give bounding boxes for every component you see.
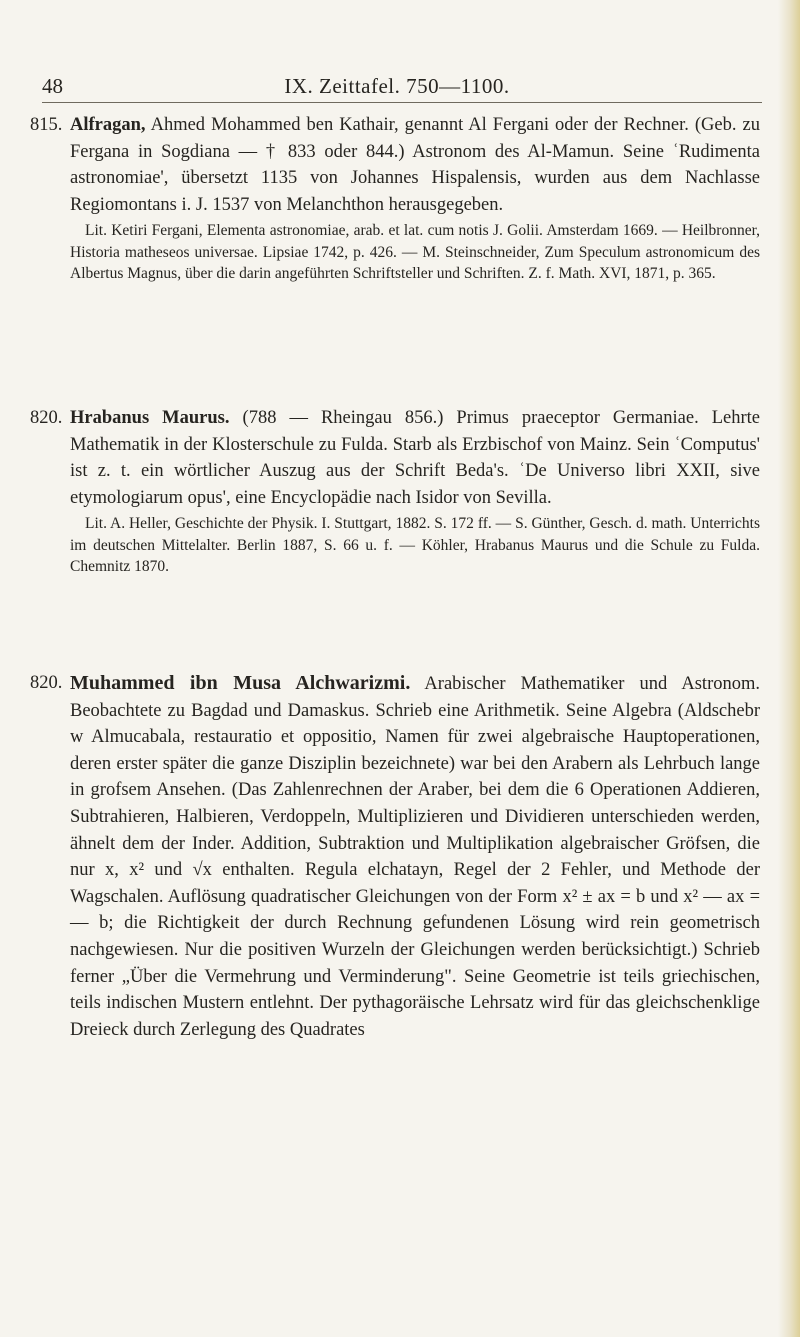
entry-name: Hrabanus Maurus. — [70, 408, 230, 428]
entry-name: Alfragan, — [70, 115, 146, 135]
entry-alchwarizmi — [30, 670, 760, 1043]
page-number: 48 — [42, 74, 63, 98]
entry-number: 815. — [30, 115, 63, 135]
entry-number: 820. — [30, 673, 63, 693]
entry-name: Muhammed ibn Musa Alchwarizmi. — [70, 672, 411, 694]
running-head: IX. Zeittafel. 750—1100. — [284, 74, 510, 98]
entry-text: Arabischer Mathematiker und Astronom. Beobachtete zu Bagdad und Damaskus. Schrieb eine Arithmetik. Seine Algebra (Aldschebr w Almucabala, restauratio et oppositio, Namen für zwei algebraische Hauptoperationen, deren erster später die ganze Disziplin bezeichnete) war bei den Arabern als Lehrbuch lange in grofsem Ansehen. (Das Zahlenrechnen der Araber, bei dem die 6 Operationen Addieren, Subtrahieren, Halbieren, Verdoppeln, Multiplizieren und Dividieren unterschieden werden, ähnelt dem der Inder. Addition, Subtraktion und Multiplikation algebraischer Gröfsen, die nur x, x² und √x enthalten. Regula elchatayn, Regel der 2 Fehler, und Methode der Wagschalen. Auflösung quadratischer Gleichungen von der Form x² ± ax = b und x² — ax = — b; die Richtigkeit der durch Rechnung gefundenen Lösung wird rein geometrisch nachgewiesen. Nur die positiven Wurzeln der Gleichungen werden berücksichtigt.) Schrieb ferner „Über die Vermehrung und Verminderung". Seine Geometrie ist teils griechischen, teils indischen Mustern entlehnt. Der pythagoräische Lehrsatz wird für das gleichschenklige Dreieck durch Zerlegung des Quadrates — [70, 674, 760, 1040]
entry-body — [70, 670, 760, 1043]
literature-text: Lit. A. Heller, Geschichte der Physik. I. Stuttgart, 1882. S. 172 ff. — S. Günther, Gesch. d. math. Unterrichts im deutschen Mittelalter. Berlin 1887, S. 66 u. f. — Köhler, Hrabanus Maurus und die Schule zu Fulda. Chemnitz 1870. — [70, 515, 760, 575]
entry-number: 820. — [30, 408, 63, 428]
entry-body — [70, 405, 760, 511]
entry-text: Ahmed Mohammed ben Kathair, genannt Al Fergani oder der Rechner. (Geb. zu Fergana in Sogdiana — † 833 oder 844.) Astronom des Al-Mamun. Seine ʿRudimenta astronomiae', übersetzt 1135 von Johannes Hispalensis, wurden aus dem Nachlasse Regiomontans i. J. 1537 von Melanchthon herausgegeben. — [70, 115, 761, 215]
header-rule — [42, 102, 762, 103]
entry-literature — [70, 513, 760, 577]
page-edge-shadow — [778, 0, 800, 1337]
entry-body — [70, 112, 760, 218]
entry-text: (788 — Rheingau 856.) Primus praeceptor Germaniae. Lehrte Mathematik in der Klosterschule zu Fulda. Starb als Erzbischof von Mainz. Sein ʿComputus' ist z. t. ein wörtlicher Auszug aus der Schrift Beda's. ʿDe Universo libri XXII, sive etymologiarum opus', eine Encyclopädie nach Isidor von Sevilla. — [70, 408, 760, 508]
literature-text: Lit. Ketiri Fergani, Elementa astronomiae, arab. et lat. cum notis J. Golii. Amsterdam 1669. — Heilbronner, Historia matheseos universae. Lipsiae 1742, p. 426. — M. Steinschneider, Zum Speculum astronomicum des Albertus Magnus, über die darin angeführten Schriftsteller und Schriften. Z. f. Math. XVI, 1871, p. 365. — [70, 222, 760, 282]
entry-hrabanus-maurus — [30, 405, 760, 577]
entry-alfragan — [30, 112, 760, 284]
entry-literature — [70, 220, 760, 284]
page-header — [42, 74, 752, 100]
